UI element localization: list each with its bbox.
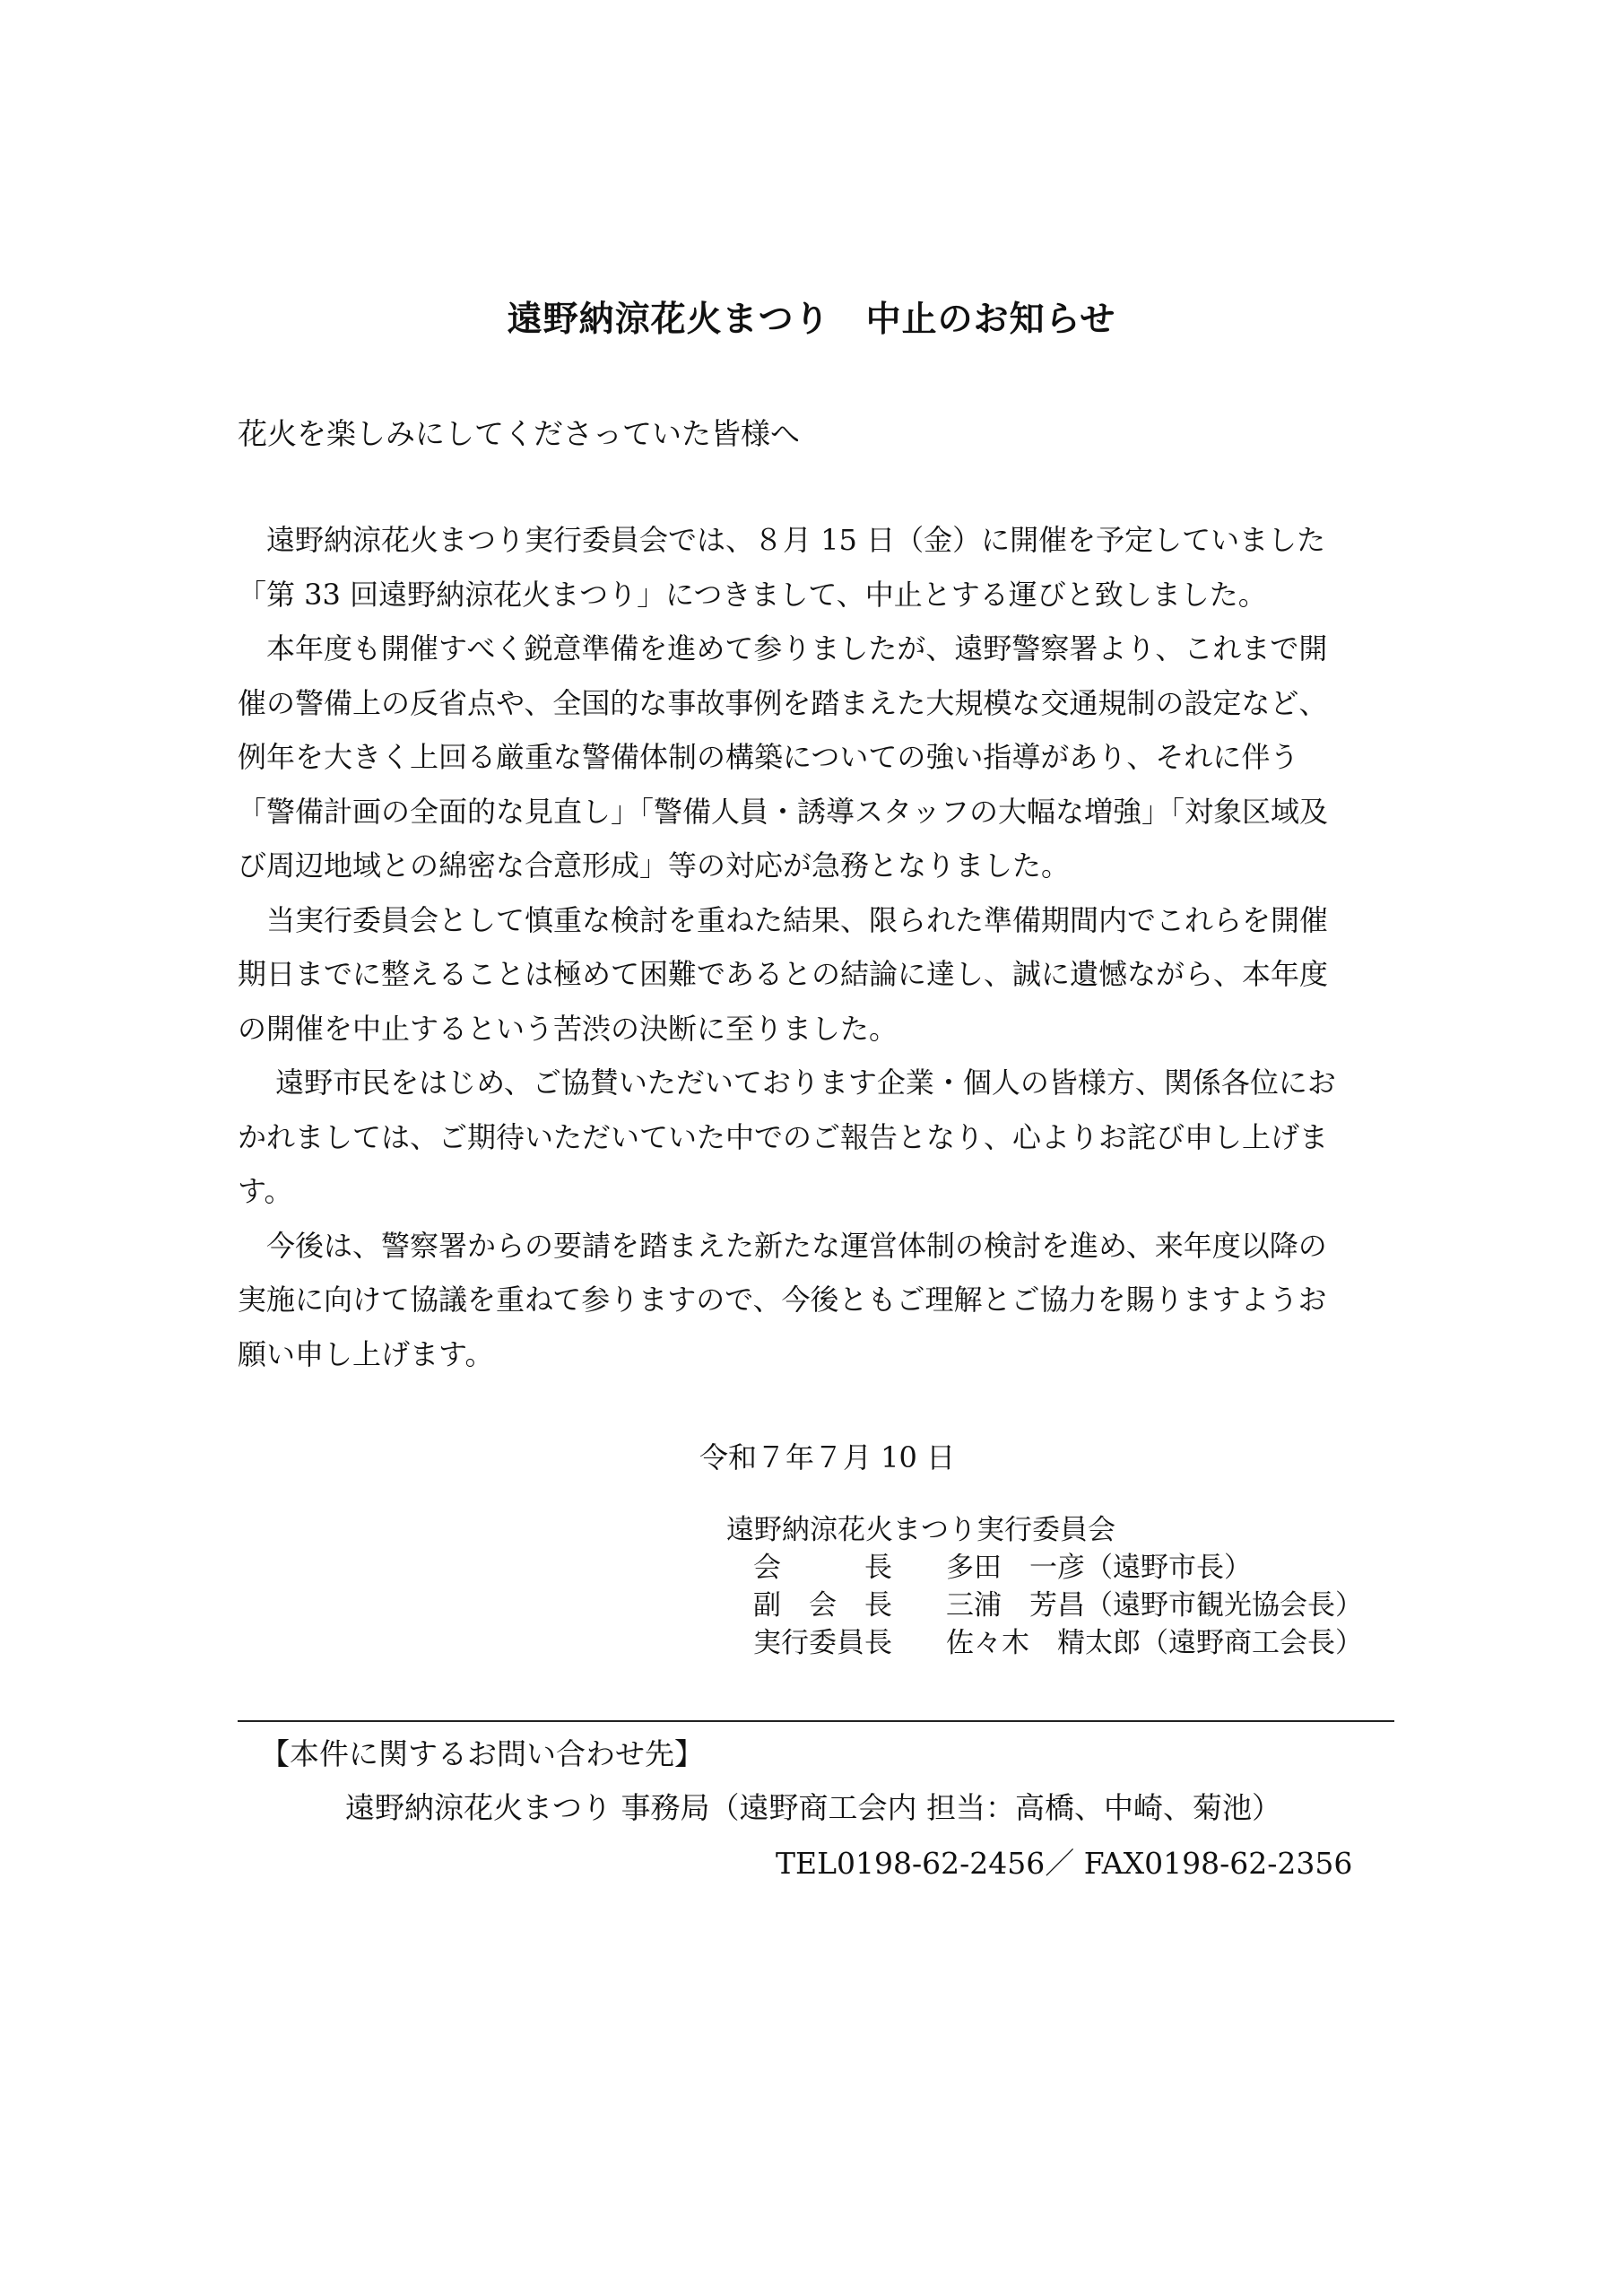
body-line: 遠野納涼花火まつり実行委員会では、８月 15 日（金）に開催を予定していました	[238, 523, 1326, 557]
body-line: の開催を中止するという苦渋の決断に至りました。	[238, 1011, 898, 1046]
body-line: 当実行委員会として慎重な検討を重ねた結果、限られた準備期間内でこれらを開催	[238, 902, 1329, 937]
member-name: 多田 一彦（遠野市長）	[946, 1552, 1252, 1584]
organization-name: 遠野納涼花火まつり実行委員会	[726, 1514, 1115, 1546]
body-line: 「第 33 回遠野納涼花火まつり」につきまして、中止とする運びと致しました。	[238, 577, 1267, 612]
body-line: 「警備計画の全面的な見直し」「警備人員・誘導スタッフの大幅な増強」「対象区域及	[238, 794, 1329, 829]
member-role: 実行委員長	[753, 1627, 892, 1659]
body-line: び周辺地域との綿密な合意形成」等の対応が急務となりました。	[238, 848, 1071, 883]
contact-phone-fax: TEL0198-62-2456／ FAX0198-62-2356	[776, 1846, 1353, 1881]
signature-member	[726, 1624, 1363, 1662]
body-line: 実施に向けて協議を重ねて参りますので、今後ともご理解とご協力を賜りますようお	[238, 1283, 1327, 1317]
member-role: 会 長	[753, 1552, 892, 1584]
body-line: かれましては、ご期待いただいていた中でのご報告となり、心よりお詫び申し上げま	[238, 1119, 1329, 1154]
member-name: 佐々木 精太郎（遠野商工会長）	[946, 1627, 1363, 1659]
body-line: 本年度も開催すべく鋭意準備を進めて参りましたが、遠野警察署より、これまで開	[238, 631, 1328, 665]
contact-office: 遠野納涼花火まつり 事務局（遠野商工会内 担当：高橋、中崎、菊池）	[345, 1790, 1281, 1825]
body-line: 願い申し上げます。	[238, 1336, 494, 1371]
body-line: 例年を大きく上回る厳重な警備体制の構築についての強い指導があり、それに伴う	[238, 740, 1299, 774]
signature-member	[726, 1549, 1363, 1587]
signature-block	[726, 1511, 1363, 1662]
divider-line	[238, 1720, 1394, 1722]
issue-date: 令和７年７月 10 日	[699, 1440, 956, 1474]
body-line: 催の警備上の反省点や、全国的な事故事例を踏まえた大規模な交通規制の設定など、	[238, 685, 1328, 720]
signature-member	[726, 1587, 1363, 1624]
body-text	[238, 513, 1403, 1381]
body-line: す。	[238, 1174, 293, 1208]
salutation: 花火を楽しみにしてくださっていた皆様へ	[238, 416, 800, 451]
contact-heading: 【本件に関するお問い合わせ先】	[260, 1736, 704, 1771]
body-line: 今後は、警察署からの要請を踏まえた新たな運営体制の検討を進め、来年度以降の	[238, 1228, 1327, 1263]
body-line: 期日までに整えることは極めて困難であるとの結論に達し、誠に遺憾ながら、本年度	[238, 957, 1329, 991]
document-title: 遠野納涼花火まつり 中止のお知らせ	[507, 299, 1116, 340]
member-role: 副 会 長	[753, 1589, 892, 1622]
body-line: 遠野市民をはじめ、ご協賛いただいております企業・個人の皆様方、関係各位にお	[238, 1065, 1336, 1100]
member-name: 三浦 芳昌（遠野市観光協会長）	[946, 1589, 1363, 1622]
